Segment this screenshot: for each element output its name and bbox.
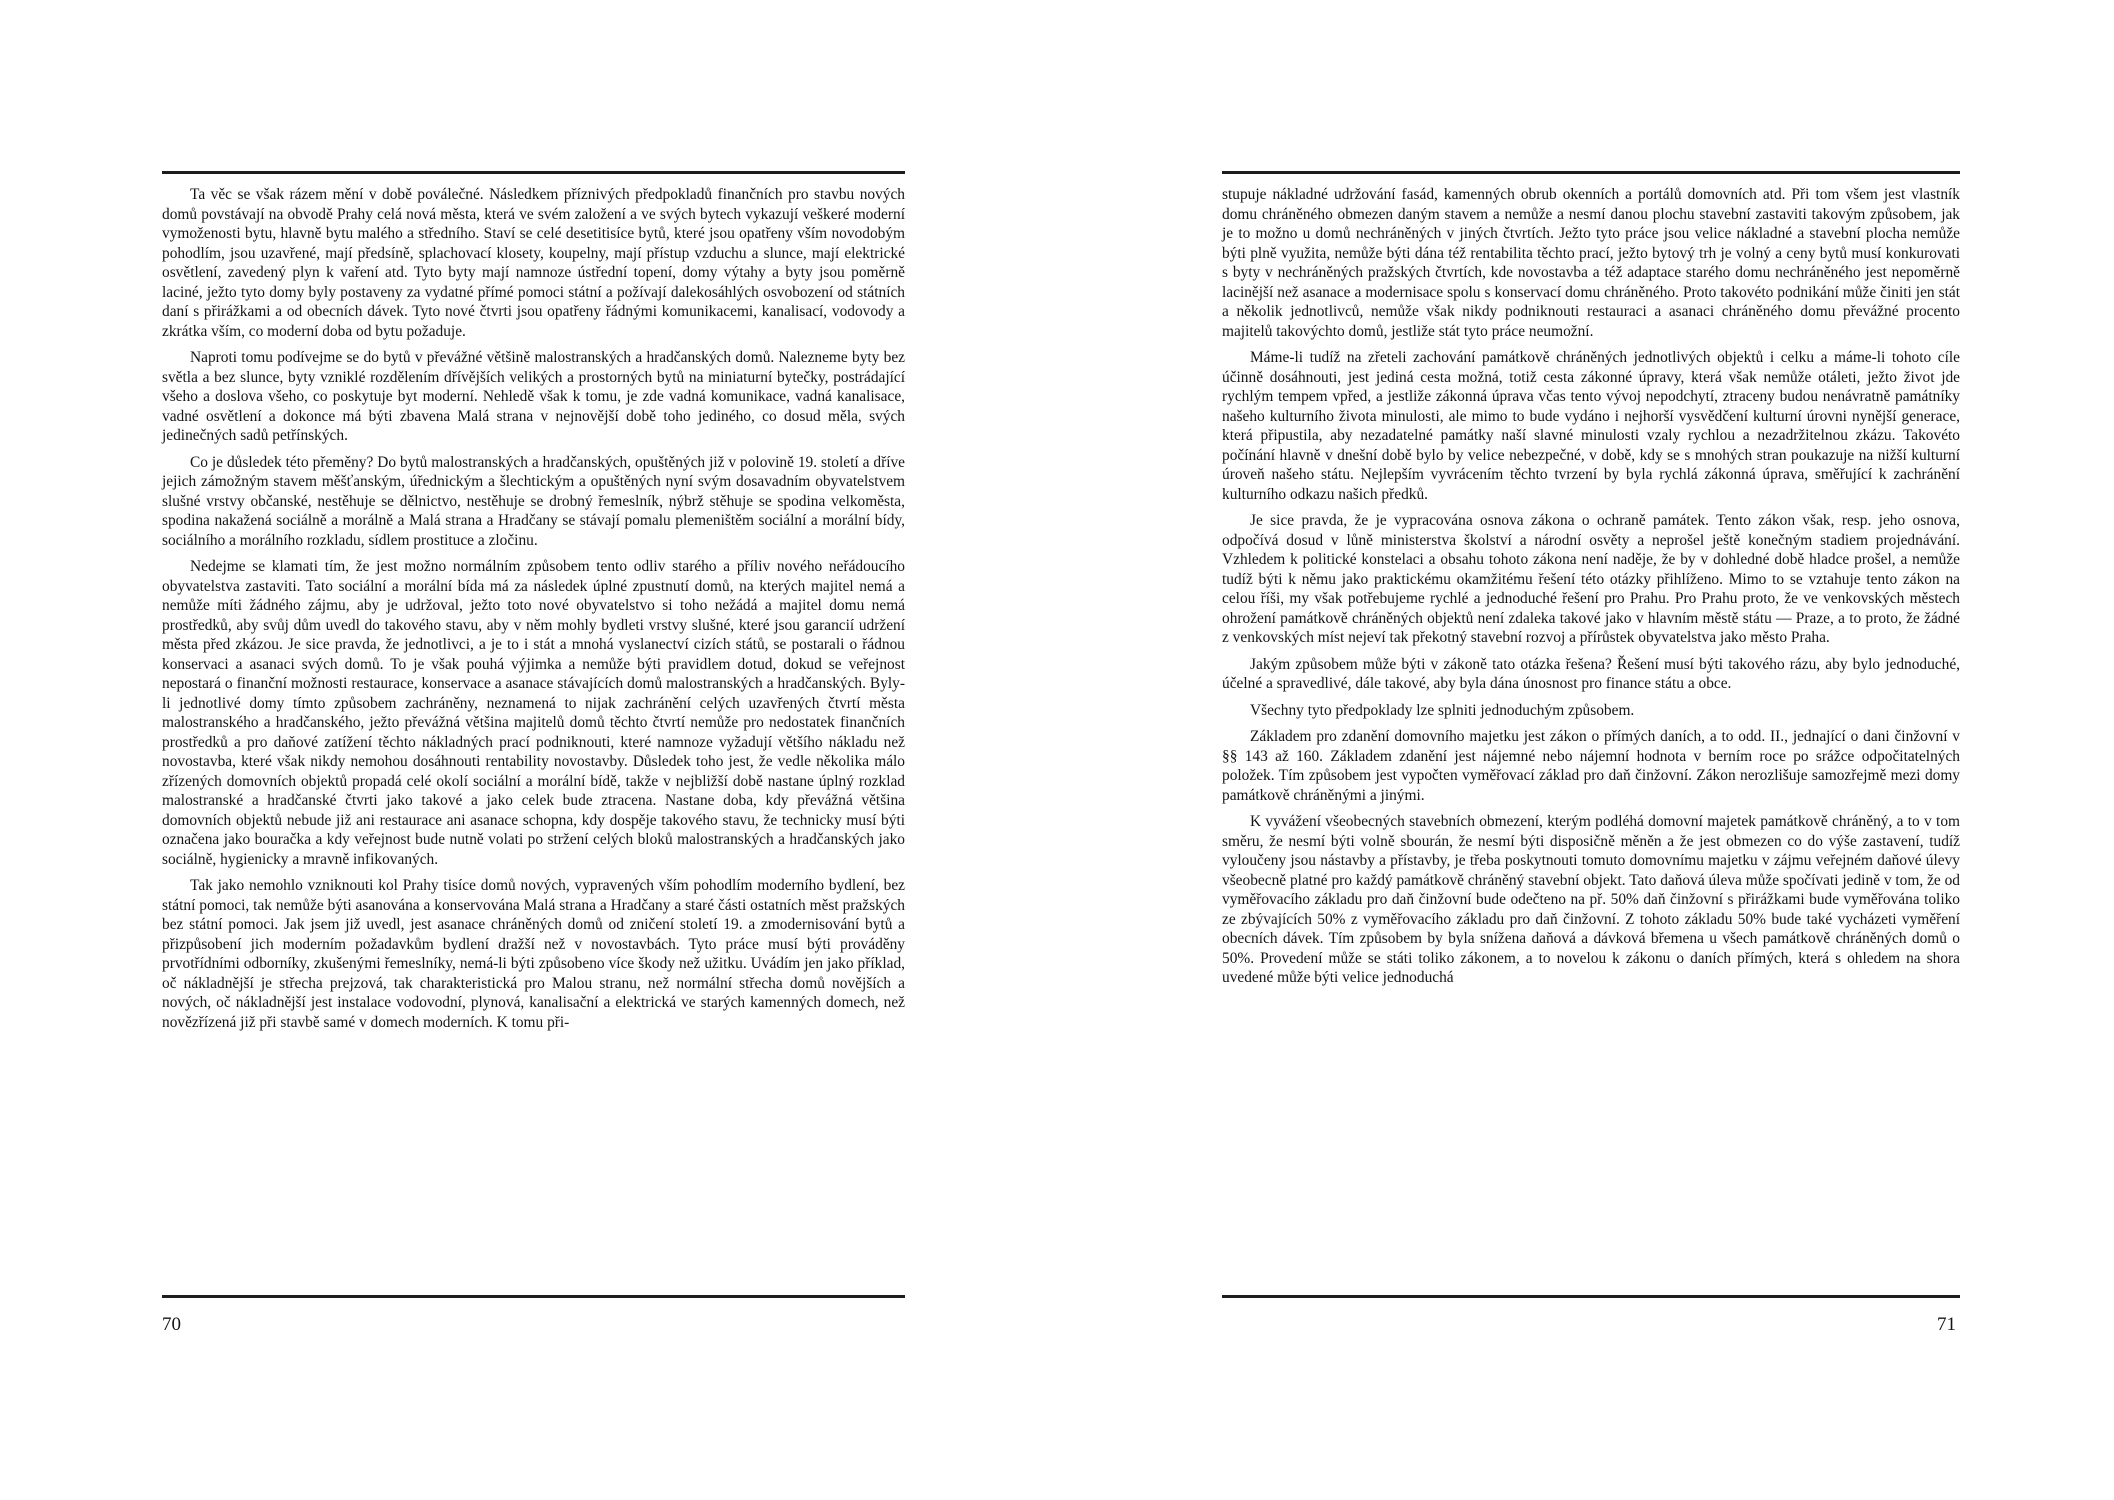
paragraph: Nedejme se klamati tím, že jest možno normálním způsobem tento odliv starého a příliv nového neřádoucího obyvatelstva zastaviti. Tato sociální a morální bída má za následek úplné zpustnutí domů, na kterých majitel nemá a nemůže míti žádného zájmu, aby je udržoval, ježto toto nové obyvatelstvo si toho nežádá a majitel domu nemá prostředků, aby svůj dům uvedl do takového stavu, aby v něm mohly bydleti vrstvy slušné, které jsou garancií udržení města před zkázou. Je sice pravda, že jednotlivci, a je to i stát a mnohá vyslanectví cizích států, se postarali o řádnou konservaci a asanaci svých domů. To je však pouhá výjimka a nemůže býti pravidlem dotud, dokud se veřejnost nepostará o finanční možnosti restaurace, konservace a asanace stávajících domů malostranských a hradčanských. Byly-li jednotlivé domy tímto způsobem zachráněny, neznamená to nijak zachránění celých uzavřených čtvrtí města malostranského a hradčanského, ježto převážná většina majitelů domů těchto čtvrtí nemůže pro nedostatek finančních prostředků a pro daňové zatížení těchto nákladných prací podniknouti, které namnoze vyžadují většího nákladu než novostavba, které však nikdy nemohou dosáhnouti rentability novostavby. Důsledek toho jest, že vedle několika málo zřízených domovních objektů propadá celé okolí sociální a morální bídě, takže v nejbližší době nastane úplný rozklad malostranské a hradčanské čtvrti jako takové a jako celek bude ztracena. Nastane doba, kdy převážná většina domovních objektů nebude již ani restaurace ani asanace schopna, kdy dospěje takového stavu, že technicky musí býti označena jako bouračka a kdy veřejnost bude nutně volati po stržení celých bloků malostranských a hradčanských jako sociálně, hygienicky a mravně infikovaných. <box>162 558 905 868</box>
text-column <box>1222 185 1960 995</box>
paragraph: Co je důsledek této přeměny? Do bytů malostranských a hradčanských, opuštěných již v polovině 19. století a dříve jejich zámožným stavem měšťanským, úřednickým a šlechtickým a opuštěných nyní svým dosavadním obyvatelstvem slušné vrstvy občanské, nestěhuje se dělnictvo, nestěhuje se drobný řemeslník, nýbrž stěhuje se spodina velkoměsta, spodina nakažená sociálně a morálně a Malá strana a Hradčany se stávají pomalu plemeništěm sociální a morální bídy, sociálního a morálního rozkladu, sídlem prostituce a zločinu. <box>162 453 905 549</box>
paragraph: Jakým způsobem může býti v zákoně tato otázka řešena? Řešení musí býti takového rázu, aby bylo jednoduché, účelné a spravedlivé, dále takové, aby byla dána únosnost pro finance státu a obce. <box>1222 655 1960 692</box>
bottom-rule <box>1222 1295 1960 1298</box>
top-rule <box>162 171 905 174</box>
paragraph: Tak jako nemohlo vzniknouti kol Prahy tisíce domů nových, vypravených vším pohodlím moderního bydlení, bez státní pomoci, tak nemůže býti asanována a konservována Malá strana a Hradčany a staré části ostatních měst pražských bez státní pomoci. Jak jsem již uvedl, jest asanace chráněných domů od zničení století 19. a zmodernisování bytů a přizpůsobení jich moderním požadavkům bydlení dražší než v novostavbách. Tyto práce musí býti prováděny prvotřídními odborníky, zkušenými řemeslníky, nemá-li býti způsobeno více škody než užitku. Uvádím jen jako příklad, oč nákladnější je střecha prejzová, tak charakteristická pro Malou stranu, než normální střecha domů novějších a nových, oč nákladnější jest instalace vodovodní, plynová, kanalisační a elektrická ve starých kamenných domech, než novězřízená již při stavbě samé v domech moderních. K tomu při- <box>162 877 905 1031</box>
paragraph: Máme-li tudíž na zřeteli zachování památkově chráněných jednotlivých objektů i celku a máme-li tohoto cíle účinně dosáhnouti, jest jediná cesta možná, totiž cesta zákonné úpravy, která však nemůže otáleti, ježto život jde rychlým tempem vpřed, a jestliže zákonná úprava včas tento vývoj nepodchytí, ztraceny budou nenávratně památníky našeho kulturního života minulosti, ale mimo to bude vydáno i nejhorší vysvědčení kulturní úrovni nynější generace, která připustila, aby nezadatelné památky naší slavné minulosti vzaly rychlou a nezadržitelnou zkázu. Takovéto počínání hlavně v dnešní době bylo by velice nebezpečné, v době, kdy se s mnohých stran poukazuje na nižší kulturní úroveň našeho státu. Nejlepším vyvrácením těchto tvrzení by byla rychlá zákonná úprava, směřující k zachránění kulturního odkazu našich předků. <box>1222 349 1960 503</box>
paragraph: Naproti tomu podívejme se do bytů v převážné většině malostranských a hradčanských domů. Nalezneme byty bez světla a bez slunce, byty vzniklé rozdělením dřívějších velikých a prostorných bytů na miniaturní bytečky, postrádající všeho a doslova všeho, co poskytuje byt moderní. Nehledě však k tomu, je zde vadná komunikace, vadná kanalisace, vadné osvětlení a dokonce má býti zbavena Malá strana v nejnovější době toho jediného, co dosud měla, svých jedinečných sadů petřínských. <box>162 349 905 444</box>
text-column <box>162 185 905 1039</box>
page-number: 70 <box>162 1314 181 1335</box>
right-page <box>1057 0 2114 1500</box>
paragraph: stupuje nákladné udržování fasád, kamenných obrub okenních a portálů domovních atd. Při tom všem jest vlastník domu chráněného obmezen daným stavem a nemůže a nesmí danou plochu stavební zastaviti takovým způsobem, jak je to možno u domů nechráněných v jiných čtvrtích. Ježto tyto práce jsou velice nákladné a stavební plocha nemůže býti plně využita, nemůže býti dána též rentabilita těchto prací, ježto bytový trh je volný a ceny bytů musí konkurovati s byty v nechráněných pražských čtvrtích, kde novostavba a též adaptace starého domu nechráněného jest nepoměrně lacinější než asanace a modernisace spolu s konservací domu chráněného. Proto takovéto podnikání může činiti jen stát a několik jednotlivců, nemůže však nikdy podniknouti restauraci a asanaci chráněného domu převážné procento majitelů takovýchto domů, jestliže stát tyto práce neumožní. <box>1222 186 1960 340</box>
paragraph: Je sice pravda, že je vypracována osnova zákona o ochraně památek. Tento zákon však, resp. jeho osnova, odpočívá dosud v lůně ministerstva školství a národní osvěty a neprošel ještě konečným stadiem projednávání. Vzhledem k politické konstelaci a obsahu tohoto zákona není naděje, že by v dohledné době hladce prošel, a nemůže tudíž býti k němu jako praktickému okamžitému řešení této otázky přihlíženo. Mimo to se vztahuje tento zákon na celou říši, my však potřebujeme rychlé a jednoduché řešení pro Prahu. Pro Prahu proto, že ve venkovských městech ohrožení památkově chráněných objektů není zdaleka takové jako v hlavním městě státu — Praze, a to proto, že žádné z venkovských míst nejeví tak překotný stavební rozvoj a přírůstek obyvatelstva jako město Praha. <box>1222 512 1960 646</box>
bottom-rule <box>162 1295 905 1298</box>
page-number: 71 <box>1937 1314 1956 1335</box>
paragraph: Základem pro zdanění domovního majetku jest zákon o přímých daních, a to odd. II., jednající o dani činžovní v §§ 143 až 160. Základem zdanění jest nájemné nebo nájemní hodnota v berním roce po srážce odpočitatelných položek. Tím způsobem jest vypočten vyměřovací základ pro daň činžovní. Zákon nerozlišuje samozřejmě mezi domy památkově chráněnými a jinými. <box>1222 728 1960 804</box>
paragraph: Všechny tyto předpoklady lze splniti jednoduchým způsobem. <box>1250 701 1635 719</box>
paragraph: Ta věc se však rázem mění v době poválečné. Následkem příznivých předpokladů finančních pro stavbu nových domů povstávají na obvodě Prahy celá nová města, která ve svém založení a ve svých bytech vykazují veškeré moderní vymoženosti bytu, hlavně bytu malého a středního. Staví se celé desetitisíce bytů, které jsou opatřeny vším novodobým pohodlím, jsou uzavřené, mají předsíně, splachovací klosety, koupelny, mají přístup vzduchu a slunce, mají elektrické osvětlení, zavedený plyn k vaření atd. Tyto byty mají namnoze ústřední topení, domy výtahy a byty jsou poměrně laciné, ježto tyto domy byly postaveny za vydatné přímé pomoci státní a požívají dalekosáhlých osvobození od státních daní s přirážkami a od obecních dávek. Tyto nové čtvrti jsou opatřeny řádnými komunikacemi, kanalisací, vodovody a zkrátka vším, co moderní doba od bytu požaduje. <box>162 186 905 340</box>
top-rule <box>1222 171 1960 174</box>
paragraph: K vyvážení všeobecných stavebních obmezení, kterým podléhá domovní majetek památkově chráněný, a to v tom směru, že nesmí býti volně sbourán, že nesmí býti disposičně měněn a že jest obmezen co do výše zastavení, tudíž vyloučeny jsou nástavby a přístavby, je třeba poskytnouti tomuto domovnímu majetku v zájmu veřejném daňové úlevy všeobecně platné pro každý památkově chráněný stavební objekt. Tato daňová úleva může spočívati jedině v tom, že od vyměřovacího základu pro daň činžovní bude odečteno na př. 50% daň činžovní s přirážkami bude vyměřována toliko ze zbývajících 50% z vyměřovacího základu pro daň činžovní. Z tohoto základu 50% bude také vycházeti vyměření obecních dávek. Tím způsobem by byla snížena daňová a dávková břemena u všech památkově chráněných domů o 50%. Provedení může se státi toliko zákonem, a to novelou k zákonu o daních přímých, která s ohledem na shora uvedené může býti velice jednoduchá <box>1222 813 1960 986</box>
